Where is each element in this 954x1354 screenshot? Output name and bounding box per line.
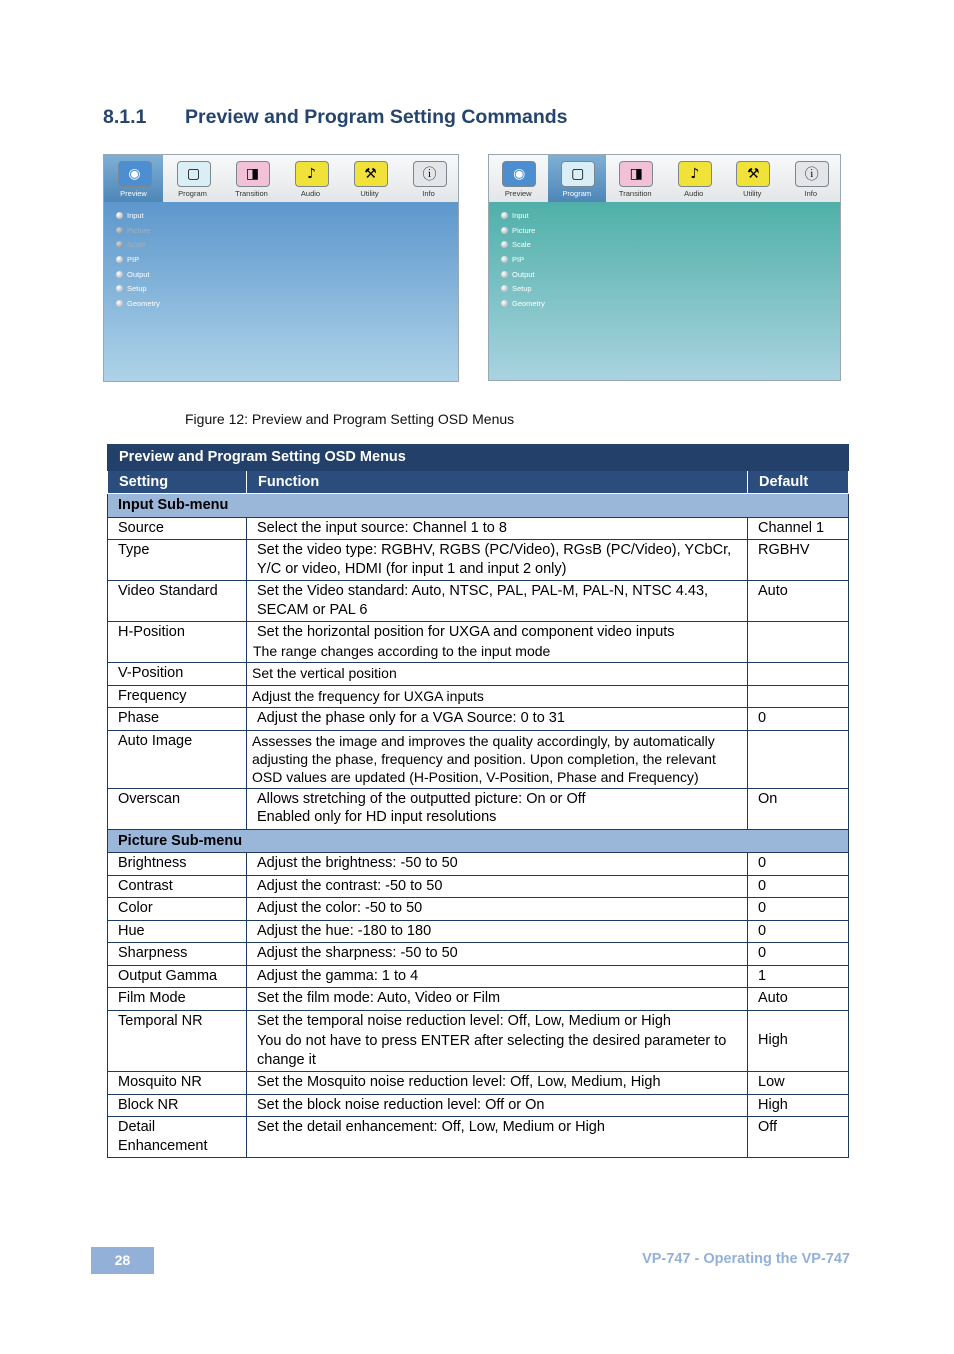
default-cell xyxy=(748,663,849,686)
table-row xyxy=(108,1117,849,1158)
osd-tab-label: Utility xyxy=(743,189,762,198)
osd-menu-item xyxy=(501,267,545,282)
osd-menu-label: Scale xyxy=(127,240,146,250)
setting-cell: Source xyxy=(108,517,247,540)
setting-cell: V-Position xyxy=(108,663,247,686)
osd-menu-item xyxy=(501,296,545,311)
default-cell: 0 xyxy=(748,708,849,731)
default-cell: Auto xyxy=(748,581,849,622)
header-function: Function xyxy=(247,470,748,494)
function-cell: Set the film mode: Auto, Video or Film xyxy=(247,988,748,1011)
tools-icon: ⚒ xyxy=(736,161,770,187)
speaker-icon: ♪ xyxy=(295,161,329,187)
setting-cell: Auto Image xyxy=(108,730,247,788)
setting-cell: Type xyxy=(108,540,247,581)
bullet-icon xyxy=(501,300,508,307)
osd-tab-audio xyxy=(281,155,340,202)
osd-tab-program xyxy=(548,155,607,202)
setting-cell: H-Position xyxy=(108,622,247,663)
osd-menu-label: Setup xyxy=(512,284,532,294)
function-line: You do not have to press ENTER after selecting the desired parameter to change it xyxy=(257,1033,727,1068)
default-cell: RGBHV xyxy=(748,540,849,581)
setting-cell: Frequency xyxy=(108,685,247,708)
osd-menu-panel xyxy=(104,202,458,381)
setting-cell: Color xyxy=(108,898,247,921)
osd-tab-bar xyxy=(104,155,458,202)
function-cell: Set the Video standard: Auto, NTSC, PAL, PAL-M, PAL-N, NTSC 4.43, SECAM or PAL 6 xyxy=(247,581,748,622)
bullet-icon xyxy=(116,227,123,234)
table-row xyxy=(108,988,849,1011)
table-row xyxy=(108,663,849,686)
header-default: Default xyxy=(748,470,849,494)
osd-tab-transition xyxy=(606,155,665,202)
function-cell xyxy=(247,622,748,663)
default-cell: On xyxy=(748,788,849,829)
bullet-icon xyxy=(501,241,508,248)
function-cell: Adjust the gamma: 1 to 4 xyxy=(247,965,748,988)
osd-menu-item xyxy=(501,252,545,267)
osd-tab-label: Program xyxy=(178,189,207,198)
table-row xyxy=(108,1072,849,1095)
table-row xyxy=(108,708,849,731)
section-row xyxy=(108,494,849,518)
function-line: Allows stretching of the outputted picture: On or Off xyxy=(257,790,586,807)
osd-menu-label: Input xyxy=(127,210,144,220)
osd-tab-utility xyxy=(723,155,782,202)
bullet-icon xyxy=(116,271,123,278)
osd-menu-label: Input xyxy=(512,210,529,220)
function-cell: Adjust the color: -50 to 50 xyxy=(247,898,748,921)
default-cell: 0 xyxy=(748,920,849,943)
table-row xyxy=(108,622,849,663)
osd-menu-label: Output xyxy=(127,269,150,279)
function-cell xyxy=(247,788,748,829)
section-number: 8.1.1 xyxy=(103,106,147,128)
osd-tab-preview xyxy=(489,155,548,202)
table-row xyxy=(108,920,849,943)
table-title: Preview and Program Setting OSD Menus xyxy=(108,445,849,471)
table-row xyxy=(108,875,849,898)
setting-cell: Temporal NR xyxy=(108,1010,247,1072)
bullet-icon xyxy=(501,271,508,278)
eye-icon: ◉ xyxy=(502,161,536,187)
bullet-icon xyxy=(501,227,508,234)
setting-cell: Detail Enhancement xyxy=(108,1117,247,1158)
default-cell: High xyxy=(748,1094,849,1117)
section-title: Preview and Program Setting Commands xyxy=(185,106,568,128)
function-cell: Select the input source: Channel 1 to 8 xyxy=(247,517,748,540)
function-cell: Adjust the hue: -180 to 180 xyxy=(247,920,748,943)
table-row xyxy=(108,685,849,708)
speaker-icon: ♪ xyxy=(678,161,712,187)
setting-cell: Sharpness xyxy=(108,943,247,966)
info-icon: ⓘ xyxy=(795,161,829,187)
table-header-row xyxy=(108,470,849,494)
default-cell xyxy=(748,622,849,663)
table-row xyxy=(108,1010,849,1072)
table-title-row xyxy=(108,445,849,471)
bullet-icon xyxy=(116,241,123,248)
osd-menu-label: Geometry xyxy=(512,298,545,308)
picture-submenu-label: Picture Sub-menu xyxy=(108,829,849,853)
osd-menu-label: Scale xyxy=(512,240,531,250)
osd-menu-item xyxy=(116,237,160,252)
osd-menu-label: Picture xyxy=(127,225,151,235)
osd-tab-info xyxy=(399,155,458,202)
table-row xyxy=(108,1094,849,1117)
bullet-icon xyxy=(501,212,508,219)
function-cell: Set the block noise reduction level: Off or On xyxy=(247,1094,748,1117)
table-row xyxy=(108,730,849,788)
default-cell: Off xyxy=(748,1117,849,1158)
osd-menu-label: Output xyxy=(512,269,535,279)
osd-menu-label: PIP xyxy=(127,254,140,264)
function-cell: Set the vertical position xyxy=(247,663,748,686)
function-cell: Set the detail enhancement: Off, Low, Medium or High xyxy=(247,1117,748,1158)
function-cell: Adjust the frequency for UXGA inputs xyxy=(247,685,748,708)
osd-tab-utility xyxy=(340,155,399,202)
osd-menu-panel xyxy=(489,202,840,380)
function-cell: Adjust the contrast: -50 to 50 xyxy=(247,875,748,898)
osd-tab-preview xyxy=(104,155,163,202)
bullet-icon xyxy=(501,256,508,263)
default-cell: Low xyxy=(748,1072,849,1095)
tv-icon: ▢ xyxy=(177,161,211,187)
default-cell: 0 xyxy=(748,898,849,921)
osd-settings-table xyxy=(107,444,849,1158)
osd-menu-item xyxy=(116,252,160,267)
default-cell: 0 xyxy=(748,853,849,876)
osd-tab-label: Audio xyxy=(300,189,321,198)
function-cell: Adjust the phase only for a VGA Source: 0 to 31 xyxy=(247,708,748,731)
osd-menu-item xyxy=(116,281,160,296)
function-cell: Set the video type: RGBHV, RGBS (PC/Video), RGsB (PC/Video), YCbCr, Y/C or video, HDMI (for input 1 and input 2 only) xyxy=(247,540,748,581)
default-cell: High xyxy=(748,1010,849,1072)
osd-tab-transition xyxy=(222,155,281,202)
default-cell: 0 xyxy=(748,875,849,898)
table-row xyxy=(108,898,849,921)
function-cell xyxy=(247,1010,748,1072)
tv-icon: ▢ xyxy=(561,161,595,187)
default-cell xyxy=(748,685,849,708)
osd-menu-item xyxy=(116,223,160,238)
bullet-icon xyxy=(116,212,123,219)
osd-tab-info xyxy=(782,155,841,202)
setting-cell: Phase xyxy=(108,708,247,731)
osd-tab-bar xyxy=(489,155,840,202)
osd-menu-item xyxy=(501,281,545,296)
osd-program-screenshot xyxy=(488,154,841,381)
setting-cell: Contrast xyxy=(108,875,247,898)
header-setting: Setting xyxy=(108,470,247,494)
function-cell: Set the Mosquito noise reduction level: Off, Low, Medium, High xyxy=(247,1072,748,1095)
bullet-icon xyxy=(116,300,123,307)
default-cell: 1 xyxy=(748,965,849,988)
osd-tab-label: Transition xyxy=(618,189,652,198)
osd-tab-audio xyxy=(665,155,724,202)
page-number: 28 xyxy=(91,1247,154,1274)
setting-cell: Output Gamma xyxy=(108,965,247,988)
osd-menu-label: Geometry xyxy=(127,298,160,308)
setting-cell: Overscan xyxy=(108,788,247,829)
function-line: The range changes according to the input mode xyxy=(253,642,551,659)
osd-tab-label: Preview xyxy=(504,189,532,198)
figure-caption: Figure 12: Preview and Program Setting OSD Menus xyxy=(185,411,515,427)
default-cell: Channel 1 xyxy=(748,517,849,540)
osd-tab-label: Preview xyxy=(120,189,147,198)
setting-cell: Film Mode xyxy=(108,988,247,1011)
osd-menu-item xyxy=(501,223,545,238)
table-row xyxy=(108,540,849,581)
osd-tab-label: Info xyxy=(422,189,435,198)
osd-tab-label: Transition xyxy=(235,189,268,198)
function-line: Set the horizontal position for UXGA and component video inputs xyxy=(257,624,675,640)
osd-tab-label: Program xyxy=(562,189,592,198)
osd-tab-label: Utility xyxy=(360,189,379,198)
osd-menu-list xyxy=(501,208,545,311)
function-line: Set the temporal noise reduction level: Off, Low, Medium or High xyxy=(257,1012,672,1029)
function-cell: Adjust the brightness: -50 to 50 xyxy=(247,853,748,876)
table-row xyxy=(108,581,849,622)
bullet-icon xyxy=(501,285,508,292)
setting-cell: Video Standard xyxy=(108,581,247,622)
osd-preview-screenshot xyxy=(103,154,459,382)
setting-cell: Brightness xyxy=(108,853,247,876)
section-heading xyxy=(103,106,568,129)
default-cell xyxy=(748,730,849,788)
osd-menu-item xyxy=(116,208,160,223)
table-row xyxy=(108,788,849,829)
table-row xyxy=(108,965,849,988)
table-row xyxy=(108,517,849,540)
osd-tab-label: Audio xyxy=(684,189,704,198)
osd-menu-label: PIP xyxy=(512,254,525,264)
info-icon: ⓘ xyxy=(413,161,447,187)
function-cell: Assesses the image and improves the quality accordingly, by automatically adjusting the phase, frequency and position. Upon completion, the relevant OSD values are updated (H-Position, V-Position, Phase and Frequency) xyxy=(247,730,748,788)
function-cell: Adjust the sharpness: -50 to 50 xyxy=(247,943,748,966)
bullet-icon xyxy=(116,256,123,263)
osd-menu-label: Setup xyxy=(127,284,147,294)
running-footer: VP-747 - Operating the VP-747 xyxy=(642,1251,850,1267)
function-line: Enabled only for HD input resolutions xyxy=(257,809,497,825)
osd-menu-item xyxy=(116,296,160,311)
setting-cell: Hue xyxy=(108,920,247,943)
eye-icon: ◉ xyxy=(118,161,152,187)
table-row xyxy=(108,943,849,966)
tools-icon: ⚒ xyxy=(354,161,388,187)
bullet-icon xyxy=(116,285,123,292)
default-cell: 0 xyxy=(748,943,849,966)
default-cell: Auto xyxy=(748,988,849,1011)
osd-menu-item xyxy=(501,208,545,223)
setting-cell: Block NR xyxy=(108,1094,247,1117)
section-row xyxy=(108,829,849,853)
osd-menu-list xyxy=(116,208,160,311)
osd-tab-label: Info xyxy=(804,189,817,198)
osd-menu-item xyxy=(116,267,160,282)
transition-icon: ◨ xyxy=(619,161,653,187)
osd-menu-label: Picture xyxy=(512,225,536,235)
transition-icon: ◨ xyxy=(236,161,270,187)
table-row xyxy=(108,853,849,876)
osd-tab-program xyxy=(163,155,222,202)
setting-cell: Mosquito NR xyxy=(108,1072,247,1095)
input-submenu-label: Input Sub-menu xyxy=(108,494,849,518)
osd-menu-item xyxy=(501,237,545,252)
